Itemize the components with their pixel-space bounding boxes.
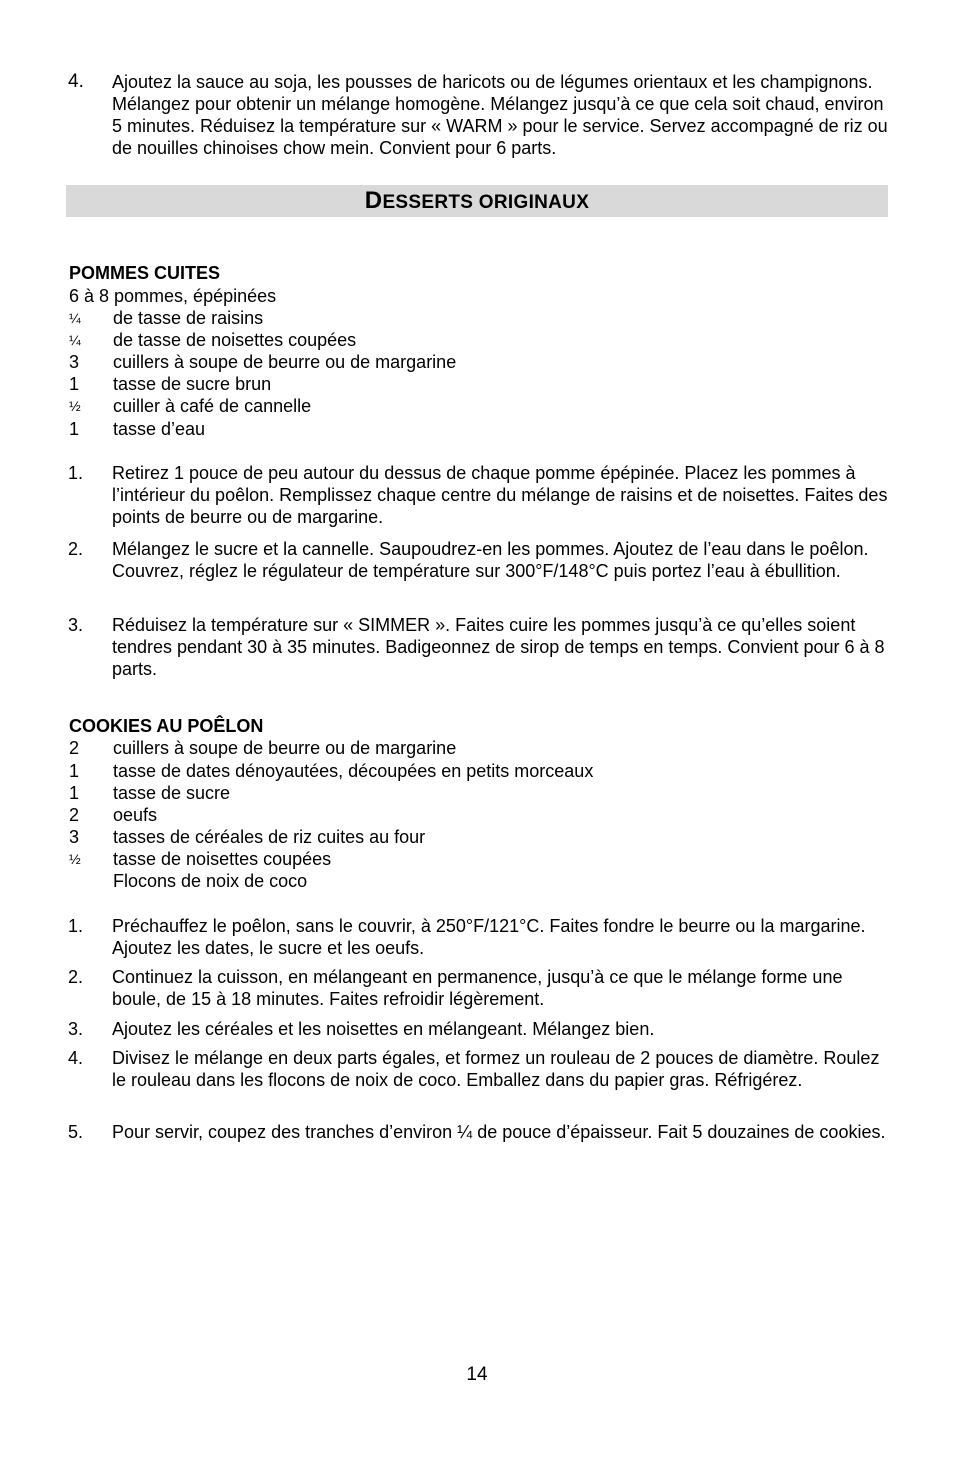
ingredient-row — [69, 395, 889, 417]
ingredient-quantity: ¼ — [69, 332, 81, 348]
step-number: 4. — [68, 71, 84, 92]
ingredient-text: tasses de céréales de riz cuites au four — [113, 827, 426, 847]
step-text: Pour servir, coupez des tranches d’environ ¼ de pouce d’épaisseur. Fait 5 douzaines de cookies. — [112, 1122, 886, 1142]
step-number: 1. — [68, 916, 84, 936]
ingredient-text: cuillers à soupe de beurre ou de margarine — [113, 352, 457, 372]
section-title-initial: D — [364, 187, 383, 214]
instruction-step — [68, 614, 888, 680]
step-text: Préchauffez le poêlon, sans le couvrir, à 250°F/121°C. Faites fondre le beurre ou la margarine. Ajoutez les dates, le sucre et les oeufs. — [112, 916, 866, 958]
ingredient-quantity: 1 — [69, 374, 80, 394]
ingredient-row — [69, 804, 889, 826]
ingredient-quantity: ½ — [69, 851, 81, 867]
instruction-step — [68, 1018, 888, 1040]
section-title-rest: ESSERTS ORIGINAUX — [382, 192, 590, 213]
ingredient-text: oeufs — [113, 805, 158, 825]
ingredient-text: cuillers à soupe de beurre ou de margarine — [113, 738, 457, 758]
ingredient-row — [69, 351, 889, 373]
ingredient-quantity: 1 — [69, 761, 80, 781]
ingredient-row — [69, 418, 889, 440]
ingredient-text: tasse d’eau — [113, 419, 206, 439]
intro-step — [68, 71, 888, 159]
ingredient-text: cuiller à café de cannelle — [113, 396, 312, 416]
step-number: 1. — [68, 463, 84, 483]
ingredient-text: 6 à 8 pommes, épépinées — [69, 286, 277, 306]
ingredient-quantity: 2 — [69, 805, 80, 825]
step-number: 2. — [68, 539, 84, 559]
section-heading-band — [66, 185, 888, 217]
ingredient-quantity: ¼ — [69, 310, 81, 326]
step-number: 4. — [68, 1048, 84, 1068]
ingredient-text: tasse de dates dénoyautées, découpées en petits morceaux — [113, 761, 594, 781]
ingredient-text: de tasse de noisettes coupées — [113, 330, 357, 350]
ingredient-quantity: 2 — [69, 738, 80, 758]
ingredient-row — [69, 848, 889, 870]
step-text: Retirez 1 pouce de peu autour du dessus de chaque pomme épépinée. Placez les pommes à l’intérieur du poêlon. Remplissez chaque centre du mélange de raisins et de noisettes. Faites des points de beurre ou de margarine. — [112, 463, 888, 527]
step-text: Mélangez le sucre et la cannelle. Saupoudrez-en les pommes. Ajoutez de l’eau dans le poêlon. Couvrez, réglez le régulateur de température sur 300°F/148°C puis portez l’eau à ébullition. — [112, 539, 869, 581]
instruction-step — [68, 538, 888, 582]
step-text: Ajoutez les céréales et les noisettes en mélangeant. Mélangez bien. — [112, 1019, 655, 1039]
ingredient-text: Flocons de noix de coco — [113, 871, 308, 891]
recipe-title-pommes-cuites: POMMES CUITES — [69, 263, 221, 283]
ingredient-row — [69, 737, 889, 759]
ingredient-text: tasse de sucre — [113, 783, 231, 803]
ingredient-text: de tasse de raisins — [113, 308, 264, 328]
ingredient-row — [69, 782, 889, 804]
instruction-step — [68, 915, 888, 959]
instruction-step — [68, 966, 888, 1010]
ingredient-quantity: 3 — [69, 827, 80, 847]
ingredient-row — [69, 307, 889, 329]
step-text: Divisez le mélange en deux parts égales, et formez un rouleau de 2 pouces de diamètre. Roulez le rouleau dans les flocons de noix de coco. Emballez dans du papier gras. Réfrigérez. — [112, 1048, 880, 1090]
step-number: 5. — [68, 1122, 84, 1142]
ingredient-row — [69, 373, 889, 395]
ingredient-row — [69, 760, 889, 782]
ingredient-text: tasse de noisettes coupées — [113, 849, 332, 869]
instruction-step — [68, 1047, 888, 1091]
ingredient-quantity: ½ — [69, 398, 81, 414]
recipe-title-cookies-au-poelon: COOKIES AU POÊLON — [69, 716, 264, 736]
ingredient-row — [69, 329, 889, 351]
ingredient-quantity: 3 — [69, 352, 80, 372]
section-title — [66, 188, 888, 216]
instruction-step — [68, 1121, 888, 1143]
step-number: 2. — [68, 967, 84, 987]
step-text: Réduisez la température sur « SIMMER ». Faites cuire les pommes jusqu’à ce qu’elles soient tendres pendant 30 à 35 minutes. Badigeonnez de sirop de temps en temps. Convient pour 6 à 8 parts. — [112, 615, 885, 679]
instruction-step — [68, 462, 888, 528]
ingredient-row — [69, 826, 889, 848]
ingredient-row — [69, 285, 889, 307]
step-number: 3. — [68, 1019, 84, 1039]
ingredient-row — [69, 870, 889, 892]
ingredient-quantity: 1 — [69, 419, 80, 439]
ingredient-quantity: 1 — [69, 783, 80, 803]
step-text: Ajoutez la sauce au soja, les pousses de haricots ou de légumes orientaux et les champignons. Mélangez pour obtenir un mélange homogène. Mélangez jusqu’à ce que cela soit chaud, environ 5 minutes. Réduisez la température sur « WARM » pour le service. Servez accompagné de riz ou de nouilles chinoises chow mein. Convient pour 6 parts. — [112, 72, 888, 158]
step-text: Continuez la cuisson, en mélangeant en permanence, jusqu’à ce que le mélange forme une boule, de 15 à 18 minutes. Faites refroidir légèrement. — [112, 967, 843, 1009]
ingredient-text: tasse de sucre brun — [113, 374, 272, 394]
step-number: 3. — [68, 615, 84, 635]
page-number: 14 — [466, 1364, 488, 1385]
